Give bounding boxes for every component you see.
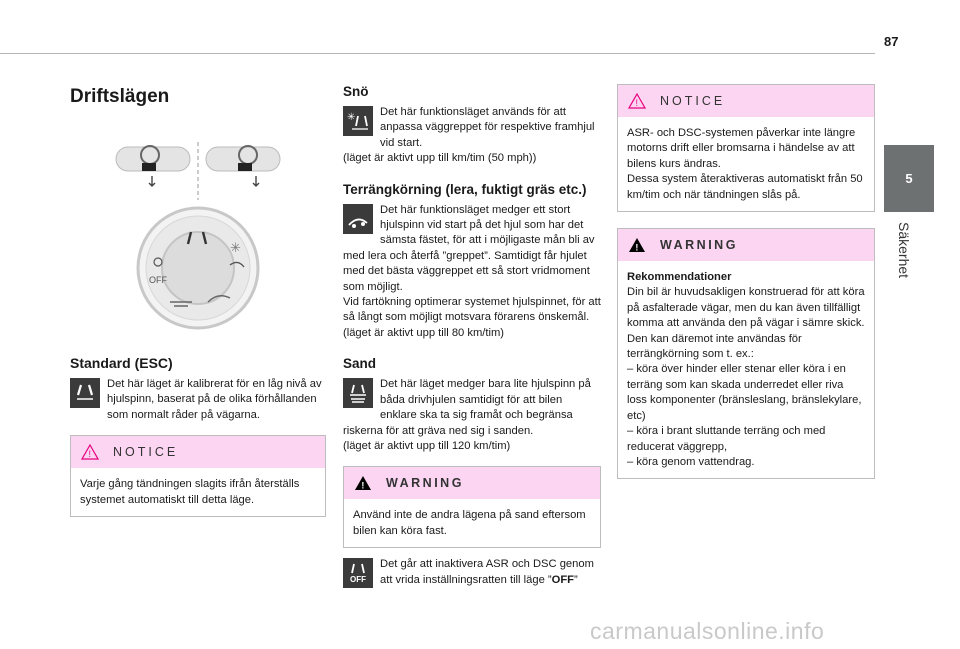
chapter-number: 5	[905, 171, 913, 186]
sand-note: (läget är aktivt upp till 120 km/tim)	[343, 439, 511, 452]
snow-text: Det här funktionsläget används för att anpassa väggreppet för respektive framhjul vid start.	[380, 106, 595, 149]
warning-box-2	[617, 228, 875, 479]
warning-box-1	[343, 466, 601, 548]
notice-box-2	[617, 84, 875, 212]
snow-heading: Snö	[343, 84, 369, 99]
notice-box-1	[70, 435, 326, 517]
terrain-section	[343, 182, 601, 342]
warning-heading-2: WARNING	[660, 238, 738, 253]
svg-text:!: !	[88, 449, 95, 460]
standard-section	[70, 355, 326, 423]
notice-header-2	[618, 85, 874, 117]
svg-text:!: !	[361, 480, 367, 491]
warning-subheading: Rekommendationer	[627, 271, 732, 284]
watermark: carmanualsonline.info	[590, 618, 825, 644]
esc-mode-icon	[70, 378, 100, 408]
sand-heading: Sand	[343, 356, 377, 372]
standard-text: Det här läget är kalibrerat för en låg nivå av hjulspinn, baserat på de olika förhållanden som normalt råder på vägarna.	[107, 378, 322, 421]
mode-selector-figure	[70, 120, 326, 330]
warning-line-1: Den kan däremot inte användas för terrängkörning som t. ex.:	[627, 332, 802, 361]
sand-text: Det här läget medger bara lite hjulspinn på båda drivhjulen samtidigt för att bilen enklare ska ta sig framåt och begränsa riskerna för att gräva ned sig i sanden.	[343, 378, 591, 437]
column-2	[343, 84, 601, 590]
warning-header-2	[618, 229, 874, 261]
off-text-post: ”	[574, 573, 578, 586]
warning-triangle-icon	[354, 475, 372, 491]
notice-text-2b: Dessa system återaktiveras automatiskt från 50 km/tim och när tändningen slås på.	[627, 173, 863, 201]
page-number: 87	[884, 34, 899, 49]
sand-mode-icon	[343, 378, 373, 408]
warning-line-3: – köra i brant sluttande terräng och med reducerat väggrepp,	[627, 425, 826, 453]
page-title: Driftslägen	[70, 86, 170, 107]
warning-line-0: Din bil är huvudsakligen konstruerad för att köra på asfalterade vägar, men du kan även tillfälligt komma att använda den på vägar i sämre skick.	[627, 286, 865, 330]
esc-off-icon	[343, 558, 373, 588]
column-3	[617, 84, 875, 479]
svg-text:!: !	[635, 98, 642, 108]
warning-heading-1: WARNING	[386, 476, 464, 491]
notice-header-1	[71, 436, 325, 468]
terrain-mode-icon	[343, 204, 373, 234]
snow-section	[343, 84, 601, 167]
terrain-text: Det här funktionsläget medger ett stort hjulspinn vid start på det hjul som har det sämsta fästet, för att i möjligaste mån bli av med lera och återfå ”greppet”. Samtidigt får hjulet med det bästa väggreppet ett så stort vridmoment som möjligt.	[343, 203, 595, 293]
warning-header-1	[344, 467, 600, 499]
svg-text:✳: ✳	[347, 112, 356, 123]
notice-heading-1: NOTICE	[113, 445, 179, 460]
sand-section	[343, 356, 601, 454]
svg-text:!: !	[635, 242, 641, 253]
warning-text-1: Använd inte de andra lägena på sand eftersom bilen kan köra fast.	[353, 509, 586, 537]
snow-note: (läget är aktivt upp till km/tim (50 mph))	[343, 152, 537, 165]
off-text-pre: Det går att inaktivera ASR och DSC genom att vrida inställningsratten till läge ”	[380, 558, 594, 586]
header-rule	[0, 53, 875, 54]
chapter-label: Säkerhet	[896, 222, 912, 279]
svg-text:✳: ✳	[230, 240, 241, 255]
chapter-tab[interactable]	[884, 145, 934, 212]
mode-dial-illustration	[70, 120, 326, 330]
standard-heading: Standard (ESC)	[70, 355, 173, 371]
warning-line-2: – köra över hinder eller stenar eller köra i en terräng som kan skada underredet eller riva loss komponenter (bränsleslang, bränslekylare, etc)	[627, 363, 862, 422]
terrain-note: (läget är aktivt upp till 80 km/tim)	[343, 326, 505, 339]
off-text	[343, 557, 601, 588]
dial-off-label: OFF	[149, 275, 167, 285]
column-1	[70, 78, 326, 517]
terrain-heading: Terrängkörning (lera, fuktigt gräs etc.)	[343, 181, 587, 197]
snow-mode-icon	[343, 106, 373, 136]
notice-text-1: Varje gång tändningen slagits ifrån återställs systemet automatiskt till detta läge.	[80, 478, 300, 506]
notice-text-2: ASR- och DSC-systemen påverkar inte längre motorns drift eller bromsarna i händelse av att bilens kurs ändras.	[627, 127, 856, 170]
warning-line-4: – köra genom vattendrag.	[627, 455, 755, 468]
esc-off-icon-label: OFF	[350, 574, 366, 584]
notice-triangle-icon	[628, 93, 646, 109]
off-text-bold: OFF	[551, 573, 575, 586]
notice-heading-2: NOTICE	[660, 94, 726, 108]
notice-triangle-icon	[81, 444, 99, 460]
terrain-text-2: Vid fartökning optimerar systemet hjulspinnet, för att så långt som möjligt motsvara förarens önskemål.	[343, 296, 601, 324]
warning-triangle-icon	[628, 237, 646, 253]
off-section	[343, 557, 601, 588]
